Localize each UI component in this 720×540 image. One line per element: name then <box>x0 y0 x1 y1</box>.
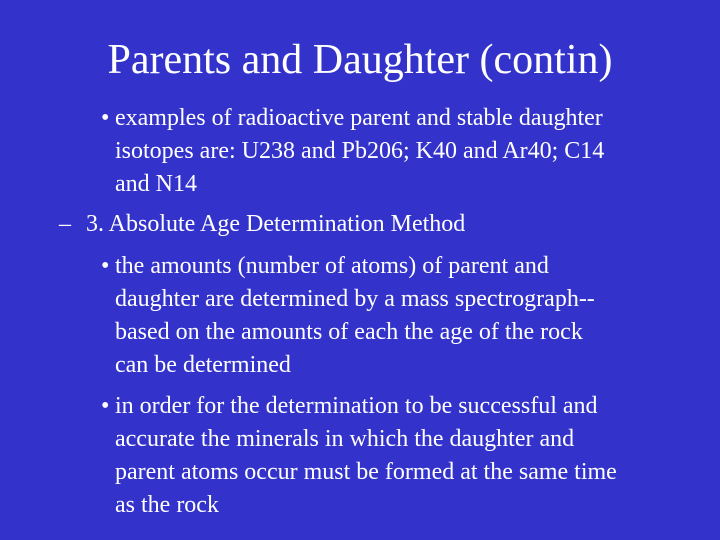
text-line: parent atoms occur must be formed at the same time <box>115 459 617 485</box>
dash-marker: – <box>59 211 71 237</box>
text-line: 3. Absolute Age Determination Method <box>86 211 466 237</box>
text-line: examples of radioactive parent and stable daughter <box>115 105 603 131</box>
text-line: isotopes are: U238 and Pb206; K40 and Ar40; C14 <box>115 138 605 164</box>
text-line: daughter are determined by a mass spectrograph-- <box>115 286 595 312</box>
dash-item-absolute-age <box>59 208 709 241</box>
bullet-marker: • <box>101 393 110 419</box>
text-line: based on the amounts of each the age of the rock <box>115 319 583 345</box>
text-line: in order for the determination to be successful and <box>115 393 598 419</box>
text-line: accurate the minerals in which the daughter and <box>115 426 575 452</box>
bullet-text <box>101 390 711 522</box>
dash-text <box>59 208 709 241</box>
slide-title: Parents and Daughter (contin) <box>107 37 613 83</box>
bullet-marker: • <box>101 105 110 131</box>
bullet-marker: • <box>101 253 110 279</box>
bullet-text <box>101 102 711 201</box>
bullet-item-mass-spectrograph <box>101 250 711 382</box>
text-line: and N14 <box>115 171 197 197</box>
text-line: as the rock <box>115 492 219 518</box>
bullet-item-isotope-examples <box>101 102 711 201</box>
bullet-item-determination-requirements <box>101 390 711 522</box>
text-line: can be determined <box>115 352 291 378</box>
bullet-text <box>101 250 711 382</box>
text-line: the amounts (number of atoms) of parent and <box>115 253 549 279</box>
